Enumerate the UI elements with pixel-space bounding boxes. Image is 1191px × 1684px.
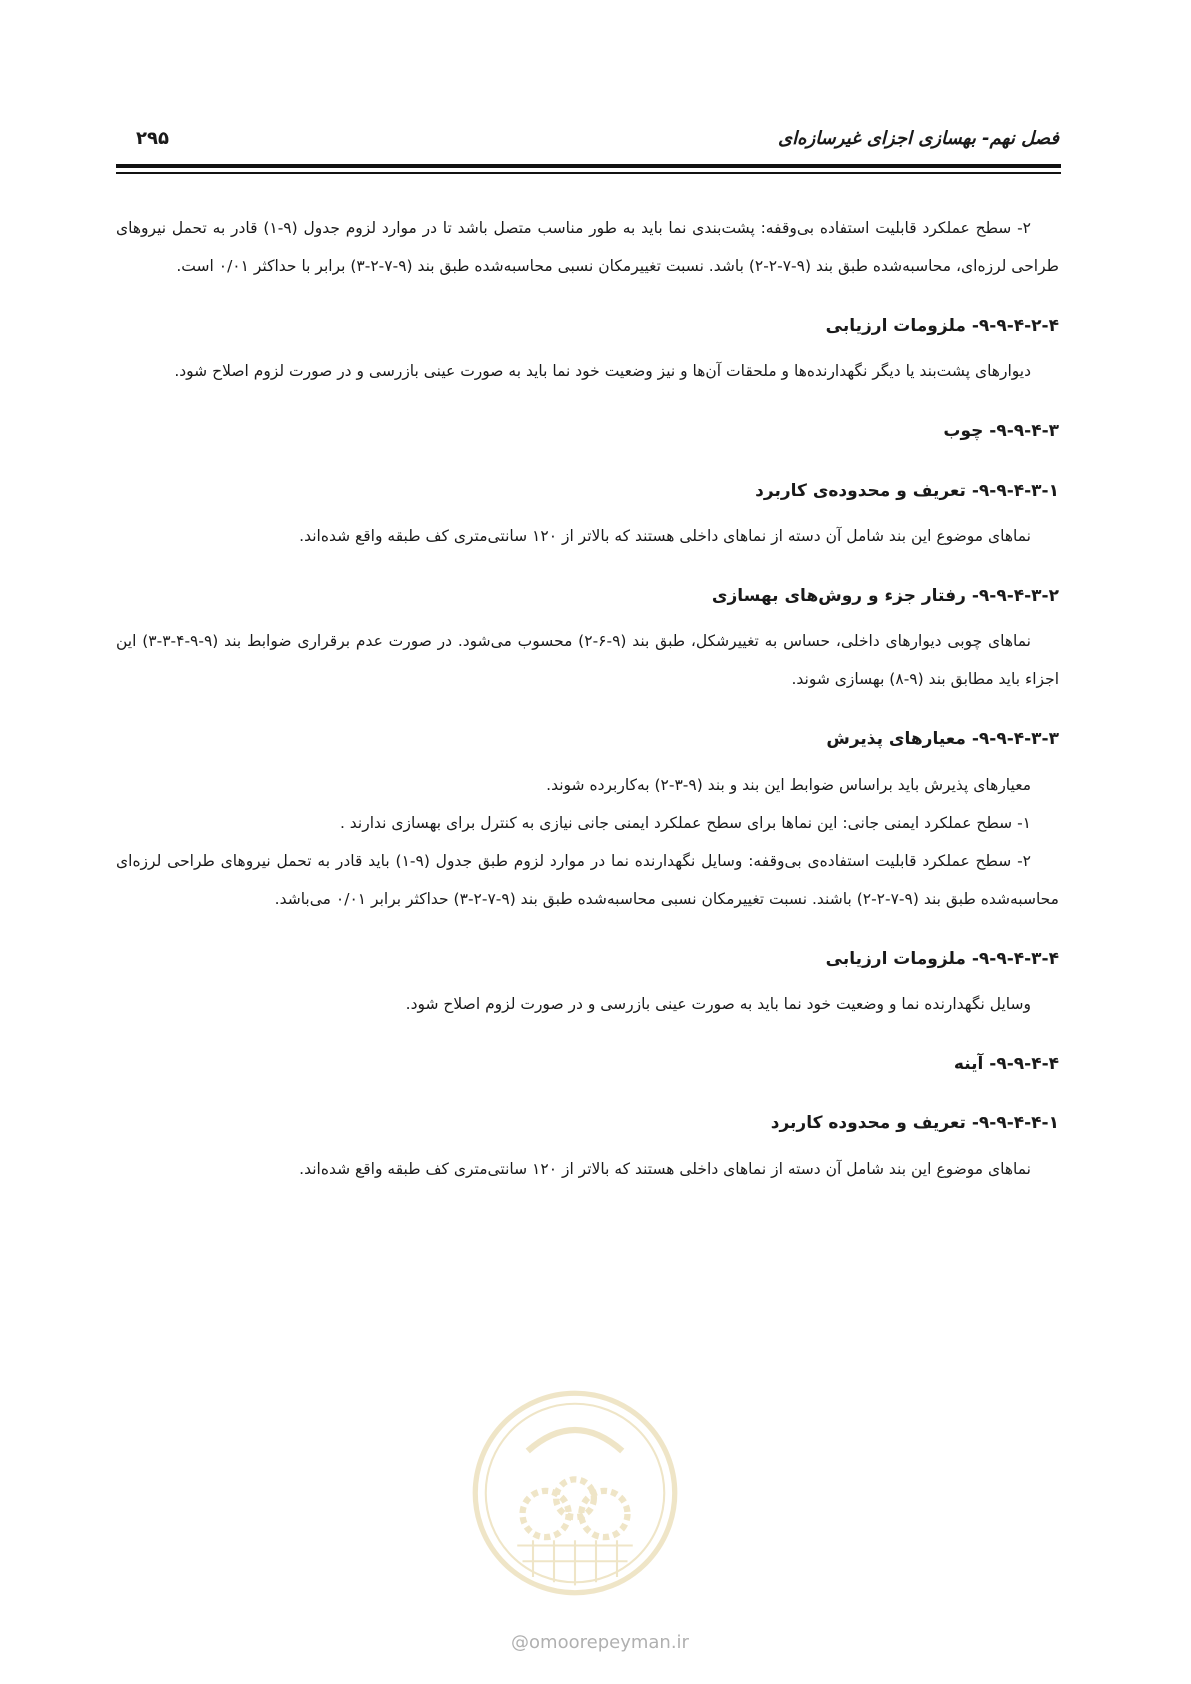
- paragraph: نماهای چوبی دیوارهای داخلی، حساس به تغییرشکل، طبق بند (۹-۶-۲) محسوب می‌شود. در صورت عدم برقراری ضوابط بند (۹-۹-۴-۳-۳) این اجزاء باید مطابق بند (۹-۸) بهسازی شوند.: [116, 632, 1059, 689]
- section-heading: ۹-۹-۴-۴- آینه: [953, 1054, 1059, 1074]
- paragraph: ۱- سطح عملکرد ایمنی جانی: این نماها برای سطح عملکرد ایمنی جانی نیازی به کنترل برای بهسازی ندارند .: [339, 813, 1031, 832]
- watermark-text: @omoorepeyman.ir: [511, 1632, 689, 1653]
- page-number: ۲۹۵: [136, 128, 169, 149]
- paragraph: دیوارهای پشت‌بند یا دیگر نگهدارنده‌ها و ملحقات آن‌ها و نیز وضعیت خود نما باید به صورت عینی بازرسی و در صورت لزوم اصلاح شود.: [174, 362, 1031, 381]
- chapter-title: فصل نهم- بهسازی اجزای غیرسازه‌ای: [777, 128, 1059, 149]
- section-heading: ۹-۹-۴-۳-۳- معیارهای پذیرش: [826, 729, 1059, 750]
- paragraph: ۲- سطح عملکرد قابلیت استفاده‌ی بی‌وقفه: وسایل نگهدارنده نما در موارد لزوم طبق جدول (۹-۱) باید قادر به تحمل نیروهای طراحی لرزه‌ای محاسبه‌شده طبق بند (۹-۷-۲-۲) باشند. نسبت تغییرمکان نسبی محاسبه‌شده طبق بند (۹-۷-۲-۳) حداکثر برابر ۰/۰۱ می‌باشد.: [116, 851, 1059, 908]
- header-rule-thick: [116, 164, 1061, 168]
- section-heading: ۹-۹-۴-۲-۴- ملزومات ارزیابی: [825, 315, 1059, 336]
- paragraph: وسایل نگهدارنده نما و وضعیت خود نما باید به صورت عینی بازرسی و در صورت لزوم اصلاح شود.: [405, 995, 1031, 1014]
- page-header: [118, 128, 1059, 158]
- paragraph: نماهای موضوع این بند شامل آن دسته از نماهای داخلی هستند که بالاتر از ۱۲۰ سانتی‌متری کف طبقه واقع شده‌اند.: [299, 1159, 1031, 1178]
- paragraph: ۲- سطح عملکرد قابلیت استفاده بی‌وقفه: پشت‌بندی نما باید به طور مناسب متصل باشد تا در موارد لزوم جدول (۹-۱) قادر به تحمل نیروهای طراحی لرزه‌ای، محاسبه‌شده طبق بند (۹-۷-۲-۲) باشد. نسبت تغییرمکان نسبی محاسبه‌شده طبق بند (۹-۷-۲-۳) برابر با حداکثر ۰/۰۱ است.: [116, 219, 1059, 275]
- section-heading: ۹-۹-۴-۳-۴- ملزومات ارزیابی: [825, 948, 1059, 969]
- section-heading: ۹-۹-۴-۴-۱- تعریف و محدوده کاربرد: [770, 1113, 1059, 1134]
- section-heading: ۹-۹-۴-۳-۱- تعریف و محدوده‌ی کاربرد: [755, 480, 1059, 501]
- page-body: [116, 210, 1059, 1189]
- paragraph: معیارهای پذیرش باید براساس ضوابط این بند و بند (۹-۳-۲) به‌کاربرده شوند.: [546, 775, 1031, 794]
- header-rule-thin: [116, 172, 1061, 174]
- watermark-logo: [470, 1388, 680, 1598]
- section-heading: ۹-۹-۴-۳-۲- رفتار جزء و روش‌های بهسازی: [711, 586, 1059, 607]
- paragraph: نماهای موضوع این بند شامل آن دسته از نماهای داخلی هستند که بالاتر از ۱۲۰ سانتی‌متری کف طبقه واقع شده‌اند.: [299, 527, 1031, 546]
- section-heading: ۹-۹-۴-۳- چوب: [943, 421, 1059, 442]
